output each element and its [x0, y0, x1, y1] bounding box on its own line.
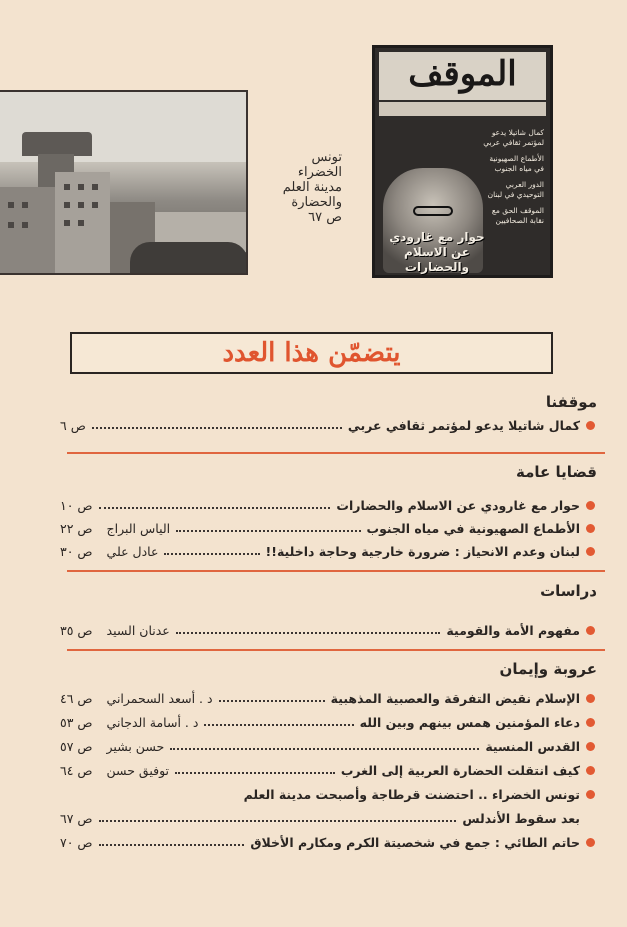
toc-entry[interactable] — [60, 760, 595, 780]
entry-title: القدس المنسية — [485, 738, 580, 754]
dot-leader — [99, 820, 457, 822]
section-divider — [67, 649, 605, 651]
dot-leader — [219, 700, 325, 702]
entry-title: مفهوم الأمة والقومية — [446, 622, 580, 638]
entry-page: ص ٦٧ — [60, 810, 93, 826]
dot-leader — [170, 748, 479, 750]
dot-leader — [204, 724, 353, 726]
entry-page: ص ١٠ — [60, 497, 93, 513]
bullet-icon — [586, 694, 595, 703]
toc-entry[interactable] — [60, 541, 595, 561]
bullet-icon — [586, 742, 595, 751]
entry-page: ص ٣٥ — [60, 622, 93, 638]
cover-headline: حوار مع غارودي عن الاسلام والحضارات — [389, 230, 485, 274]
bullet-icon — [586, 421, 595, 430]
entry-author: د . أسعد السحمراني — [106, 690, 213, 706]
entry-title: لبنان وعدم الانحياز : ضرورة خارجية وحاجة داخلية!! — [265, 543, 580, 559]
bullet-spacer — [586, 814, 595, 823]
section-heading: عروبة وإيمان — [499, 660, 597, 678]
bullet-icon — [586, 790, 595, 799]
entry-page: ص ٢٢ — [60, 520, 93, 536]
entry-title: كمال شاتيلا يدعو لمؤتمر ثقافي عربي — [347, 417, 580, 433]
dot-leader — [176, 530, 360, 532]
dot-leader — [99, 507, 331, 509]
entry-page: ص ٦ — [60, 417, 86, 433]
cover-side-item: الموقف الحق مع نقابة الصحافيين — [491, 206, 544, 225]
dot-leader — [99, 844, 245, 846]
entry-author: عدنان السيد — [106, 622, 170, 638]
section-heading: قضايا عامة — [516, 463, 597, 481]
section-heading: موقفنا — [545, 393, 597, 411]
cover-strip — [379, 102, 546, 116]
bullet-icon — [586, 547, 595, 556]
bullet-icon — [586, 626, 595, 635]
entry-title: الأطماع الصهيونية في مياه الجنوب — [366, 520, 580, 536]
cover-side-item: الدور العربي التوحيدي في لبنان — [487, 180, 544, 199]
bullet-icon — [586, 766, 595, 775]
entry-page: ص ٤٦ — [60, 690, 93, 706]
toc-entry[interactable] — [60, 620, 595, 640]
dot-leader — [92, 427, 342, 429]
toc-entry[interactable] — [60, 518, 595, 538]
toc-title: يتضمّن هذا العدد — [222, 338, 401, 368]
entry-title: تونس الخضراء .. احتضنت قرطاجة وأصبحت مدينة العلم — [243, 786, 580, 802]
entry-page: ص ٣٠ — [60, 543, 93, 559]
cover-masthead: الموقف — [379, 52, 546, 100]
entry-author: عادل علي — [106, 543, 159, 559]
cover-side-item: الأطماع الصهيونية في مياه الجنوب — [489, 154, 544, 173]
caption-line: والحضارة — [291, 195, 342, 210]
entry-title: حاتم الطائي : جمع في شخصيتة الكرم ومكارم الأخلاق — [250, 834, 580, 850]
magazine-cover-thumbnail — [372, 45, 553, 278]
section-divider — [67, 570, 605, 572]
toc-entry[interactable] — [60, 415, 595, 435]
toc-entry[interactable] — [60, 736, 595, 756]
dot-leader — [164, 553, 259, 555]
entry-title: كيف انتقلت الحضارة العربية إلى الغرب — [340, 762, 580, 778]
entry-title: الإسلام نقيض التفرقة والعصبية المذهبية — [330, 690, 580, 706]
entry-author: حسن بشير — [106, 738, 165, 754]
section-heading: دراسات — [540, 582, 597, 600]
dot-leader — [176, 632, 441, 634]
caption-line: الخضراء — [297, 165, 342, 180]
bullet-icon — [586, 718, 595, 727]
dot-leader — [175, 772, 335, 774]
entry-title: بعد سقوط الأندلس — [462, 810, 580, 826]
cover-side-item: كمال شاتيلا يدعو لمؤتمر ثقافي عربي — [483, 128, 544, 147]
entry-page: ص ٥٣ — [60, 714, 93, 730]
caption-line: تونس — [311, 150, 342, 165]
bullet-icon — [586, 501, 595, 510]
photo-caption — [252, 150, 342, 225]
entry-page: ص ٥٧ — [60, 738, 93, 754]
entry-author: الياس البراج — [106, 520, 171, 536]
bullet-icon — [586, 524, 595, 533]
caption-line: ص ٦٧ — [308, 210, 342, 225]
entry-author: توفيق حسن — [106, 762, 170, 778]
entry-page: ص ٧٠ — [60, 834, 93, 850]
toc-title-box — [70, 332, 553, 374]
toc-entry[interactable] — [60, 808, 595, 828]
caption-line: مدينة العلم — [282, 180, 342, 195]
entry-title: دعاء المؤمنين همس بينهم وبين الله — [359, 714, 580, 730]
toc-entry[interactable] — [60, 784, 595, 804]
toc-entry[interactable] — [60, 495, 595, 515]
toc-entry[interactable] — [60, 712, 595, 732]
entry-title: حوار مع غارودي عن الاسلام والحضارات — [336, 497, 580, 513]
toc-entry[interactable] — [60, 832, 595, 852]
tunis-city-photo — [0, 90, 248, 275]
toc-entry[interactable] — [60, 688, 595, 708]
section-divider — [67, 452, 605, 454]
entry-page: ص ٦٤ — [60, 762, 93, 778]
glasses-icon — [413, 206, 453, 216]
bullet-icon — [586, 838, 595, 847]
entry-author: د . أسامة الدجاني — [106, 714, 199, 730]
